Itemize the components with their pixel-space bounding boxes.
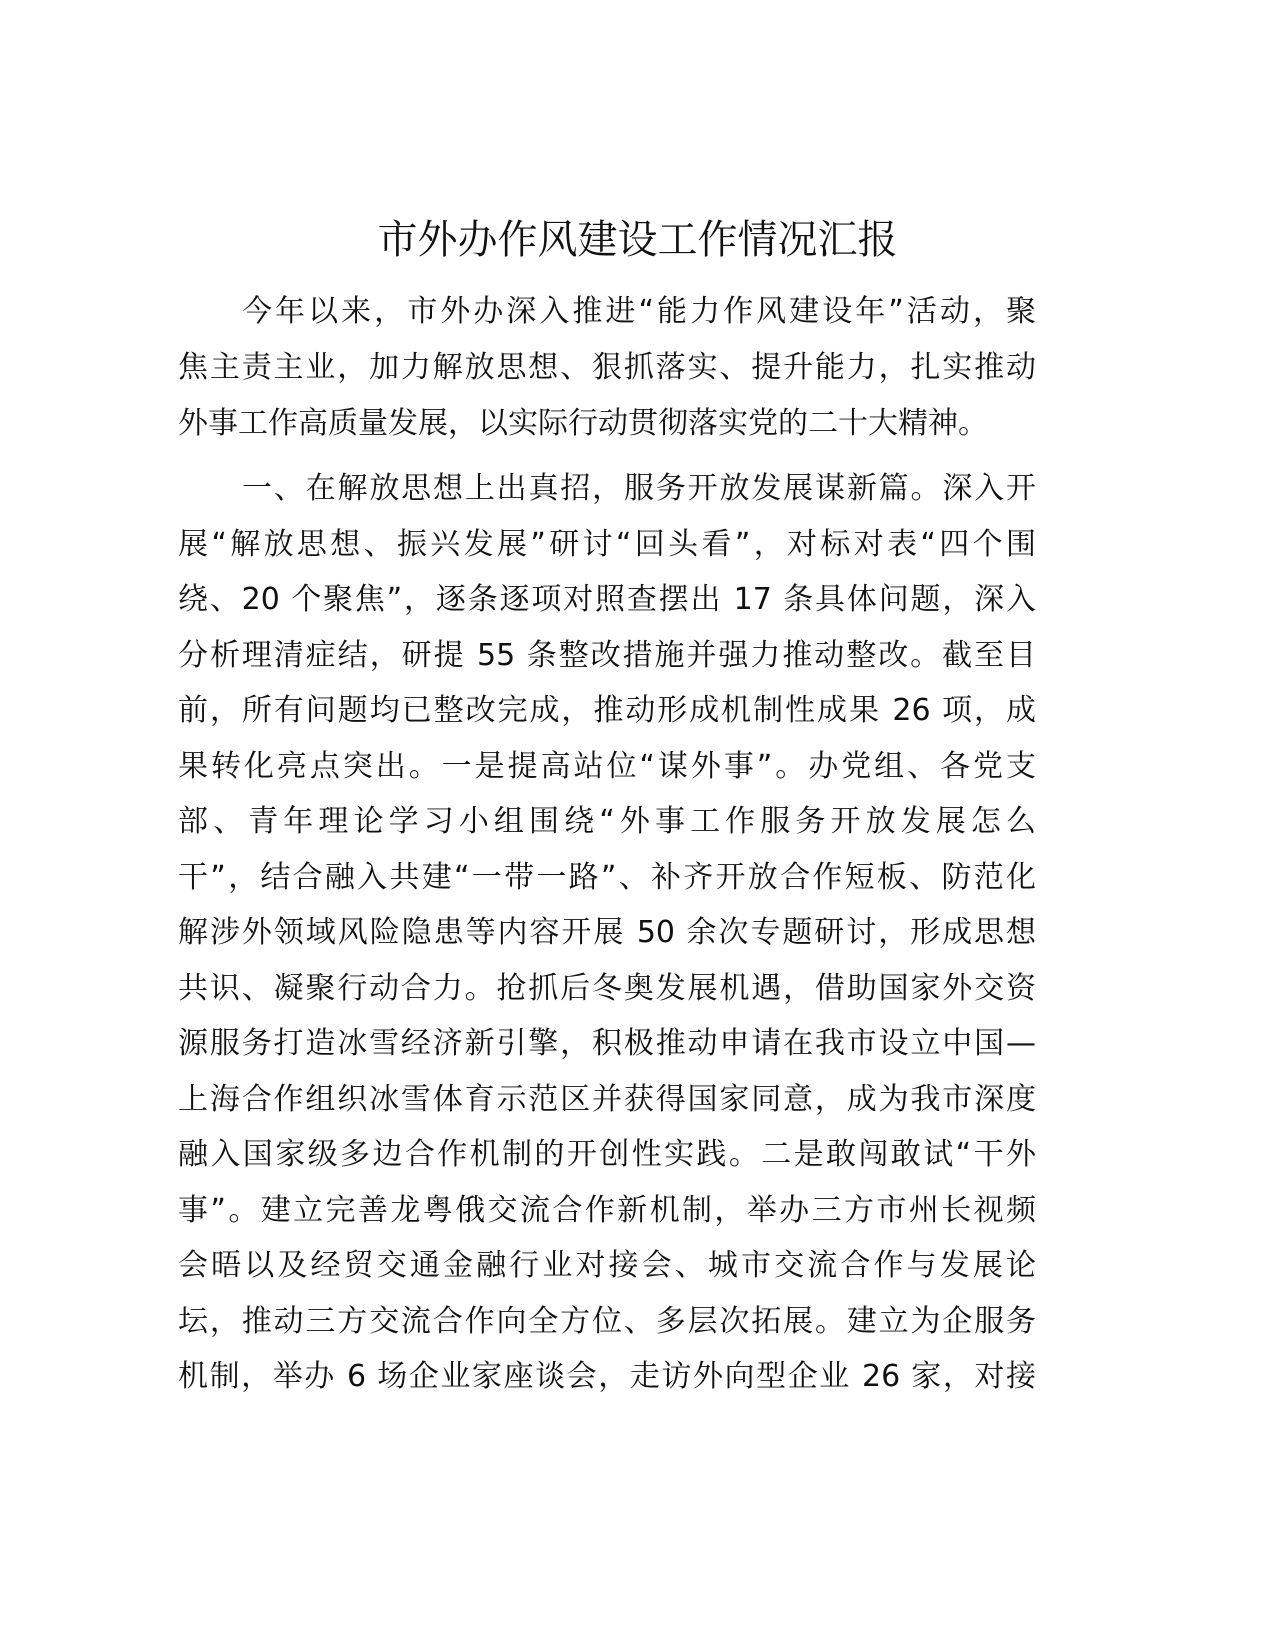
text-line: 共识、凝聚行动合力。抢抓后冬奥发展机遇，借助国家外交资 (178, 971, 1036, 1006)
text-line: 焦主责主业，加力解放思想、狠抓落实、提升能力，扎实推动 (178, 350, 1036, 385)
text-line: 机制，举办 6 场企业家座谈会，走访外向型企业 26 家，对接 (178, 1359, 1036, 1394)
text-line: 解涉外领域风险隐患等内容开展 50 余次专题研讨，形成思想 (178, 915, 1036, 950)
text-line: 今年以来，市外办深入推进“能力作风建设年”活动，聚 (242, 294, 1036, 329)
text-line: 一、在解放思想上出真招，服务开放发展谋新篇。深入开 (242, 471, 1036, 506)
text-line: 源服务打造冰雪经济新引擎，积极推动申请在我市设立中国— (178, 1026, 1036, 1061)
text-line: 融入国家级多边合作机制的开创性实践。二是敢闯敢试“干外 (178, 1137, 1036, 1172)
text-line: 前，所有问题均已整改完成，推动形成机制性成果 26 项，成 (178, 693, 1036, 728)
text-line: 部、青年理论学习小组围绕“外事工作服务开放发展怎么 (178, 804, 1036, 839)
text-line: 上海合作组织冰雪体育示范区并获得国家同意，成为我市深度 (178, 1082, 1036, 1117)
text-line: 果转化亮点突出。一是提高站位“谋外事”。办党组、各党支 (178, 749, 1036, 784)
text-line: 事”。建立完善龙粤俄交流合作新机制，举办三方市州长视频 (178, 1193, 1036, 1228)
text-line: 展“解放思想、振兴发展”研讨“回头看”，对标对表“四个围 (178, 527, 1036, 562)
text-line: 绕、20 个聚焦”，逐条逐项对照查摆出 17 条具体问题，深入 (178, 582, 1036, 617)
text-line: 会晤以及经贸交通金融行业对接会、城市交流合作与发展论 (178, 1248, 1036, 1283)
text-line: 坛，推动三方交流合作向全方位、多层次拓展。建立为企服务 (178, 1304, 1036, 1339)
text-line: 分析理清症结，研提 55 条整改措施并强力推动整改。截至目 (178, 638, 1036, 673)
document-title: 市外办作风建设工作情况汇报 (377, 217, 898, 263)
text-line: 干”，结合融入共建“一带一路”、补齐开放合作短板、防范化 (178, 860, 1036, 895)
text-line: 外事工作高质量发展，以实际行动贯彻落实党的二十大精神。 (178, 406, 988, 441)
